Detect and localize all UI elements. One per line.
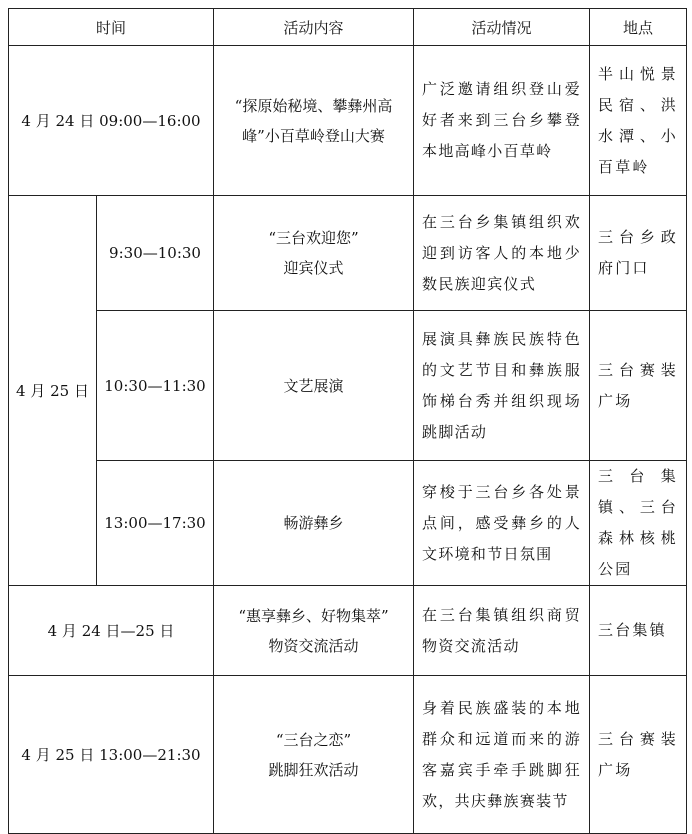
situation-cell: 在三台乡集镇组织欢迎到访客人的本地少数民族迎宾仪式 xyxy=(414,196,590,311)
content-line: “三台之恋” xyxy=(275,730,352,749)
location-cell: 三台集镇、三台森林核桃公园 xyxy=(590,461,687,586)
table-row xyxy=(9,311,687,461)
content-line: 迎宾仪式 xyxy=(283,259,344,277)
header-time: 时间 xyxy=(9,9,214,46)
header-situation: 活动情况 xyxy=(414,9,590,46)
day-cell: 4 月 25 日 xyxy=(9,196,97,586)
table-row xyxy=(9,461,687,586)
time-cell: 9:30—10:30 xyxy=(97,196,214,311)
content-cell xyxy=(214,196,414,311)
table-row xyxy=(9,676,687,834)
content-line: 畅游彝乡 xyxy=(283,514,344,532)
content-line: “惠享彝乡、好物集萃” xyxy=(238,606,389,625)
situation-cell: 展演具彝族民族特色的文艺节目和彝族服饰梯台秀并组织现场跳脚活动 xyxy=(414,311,590,461)
content-line: 物资交流活动 xyxy=(268,636,359,655)
content-line: 文艺展演 xyxy=(283,376,344,395)
table-row xyxy=(9,46,687,196)
location-cell: 三台赛装广场 xyxy=(590,311,687,461)
location-cell: 三台乡政府门口 xyxy=(590,196,687,311)
content-line: 跳脚狂欢活动 xyxy=(268,760,359,779)
location-cell: 三台赛装广场 xyxy=(590,676,687,834)
content-line: “三台欢迎您” xyxy=(268,229,359,247)
header-location: 地点 xyxy=(590,9,687,46)
time-cell: 13:00—17:30 xyxy=(97,461,214,586)
content-cell xyxy=(214,46,414,196)
location-cell: 半山悦景民宿、洪水潭、小百草岭 xyxy=(590,46,687,196)
situation-cell: 身着民族盛装的本地群众和远道而来的游客嘉宾手牵手跳脚狂欢，共庆彝族赛装节 xyxy=(414,676,590,834)
header-row xyxy=(9,9,687,46)
content-line: “探原始秘境、攀彝州高 xyxy=(234,96,393,115)
activity-schedule-table xyxy=(8,8,687,834)
content-cell xyxy=(214,311,414,461)
situation-cell: 在三台集镇组织商贸物资交流活动 xyxy=(414,586,590,676)
location-cell: 三台集镇 xyxy=(590,586,687,676)
header-content: 活动内容 xyxy=(214,9,414,46)
content-line: 峰”小百草岭登山大赛 xyxy=(242,126,385,145)
time-cell: 4 月 24 日 09:00—16:00 xyxy=(9,46,214,196)
content-cell xyxy=(214,586,414,676)
time-cell: 4 月 25 日 13:00—21:30 xyxy=(9,676,214,834)
time-cell: 10:30—11:30 xyxy=(97,311,214,461)
situation-cell: 广泛邀请组织登山爱好者来到三台乡攀登本地高峰小百草岭 xyxy=(414,46,590,196)
table-row xyxy=(9,196,687,311)
table-row xyxy=(9,586,687,676)
time-cell: 4 月 24 日—25 日 xyxy=(9,586,214,676)
content-cell xyxy=(214,676,414,834)
content-cell xyxy=(214,461,414,586)
situation-cell: 穿梭于三台乡各处景点间，感受彝乡的人文环境和节日氛围 xyxy=(414,461,590,586)
